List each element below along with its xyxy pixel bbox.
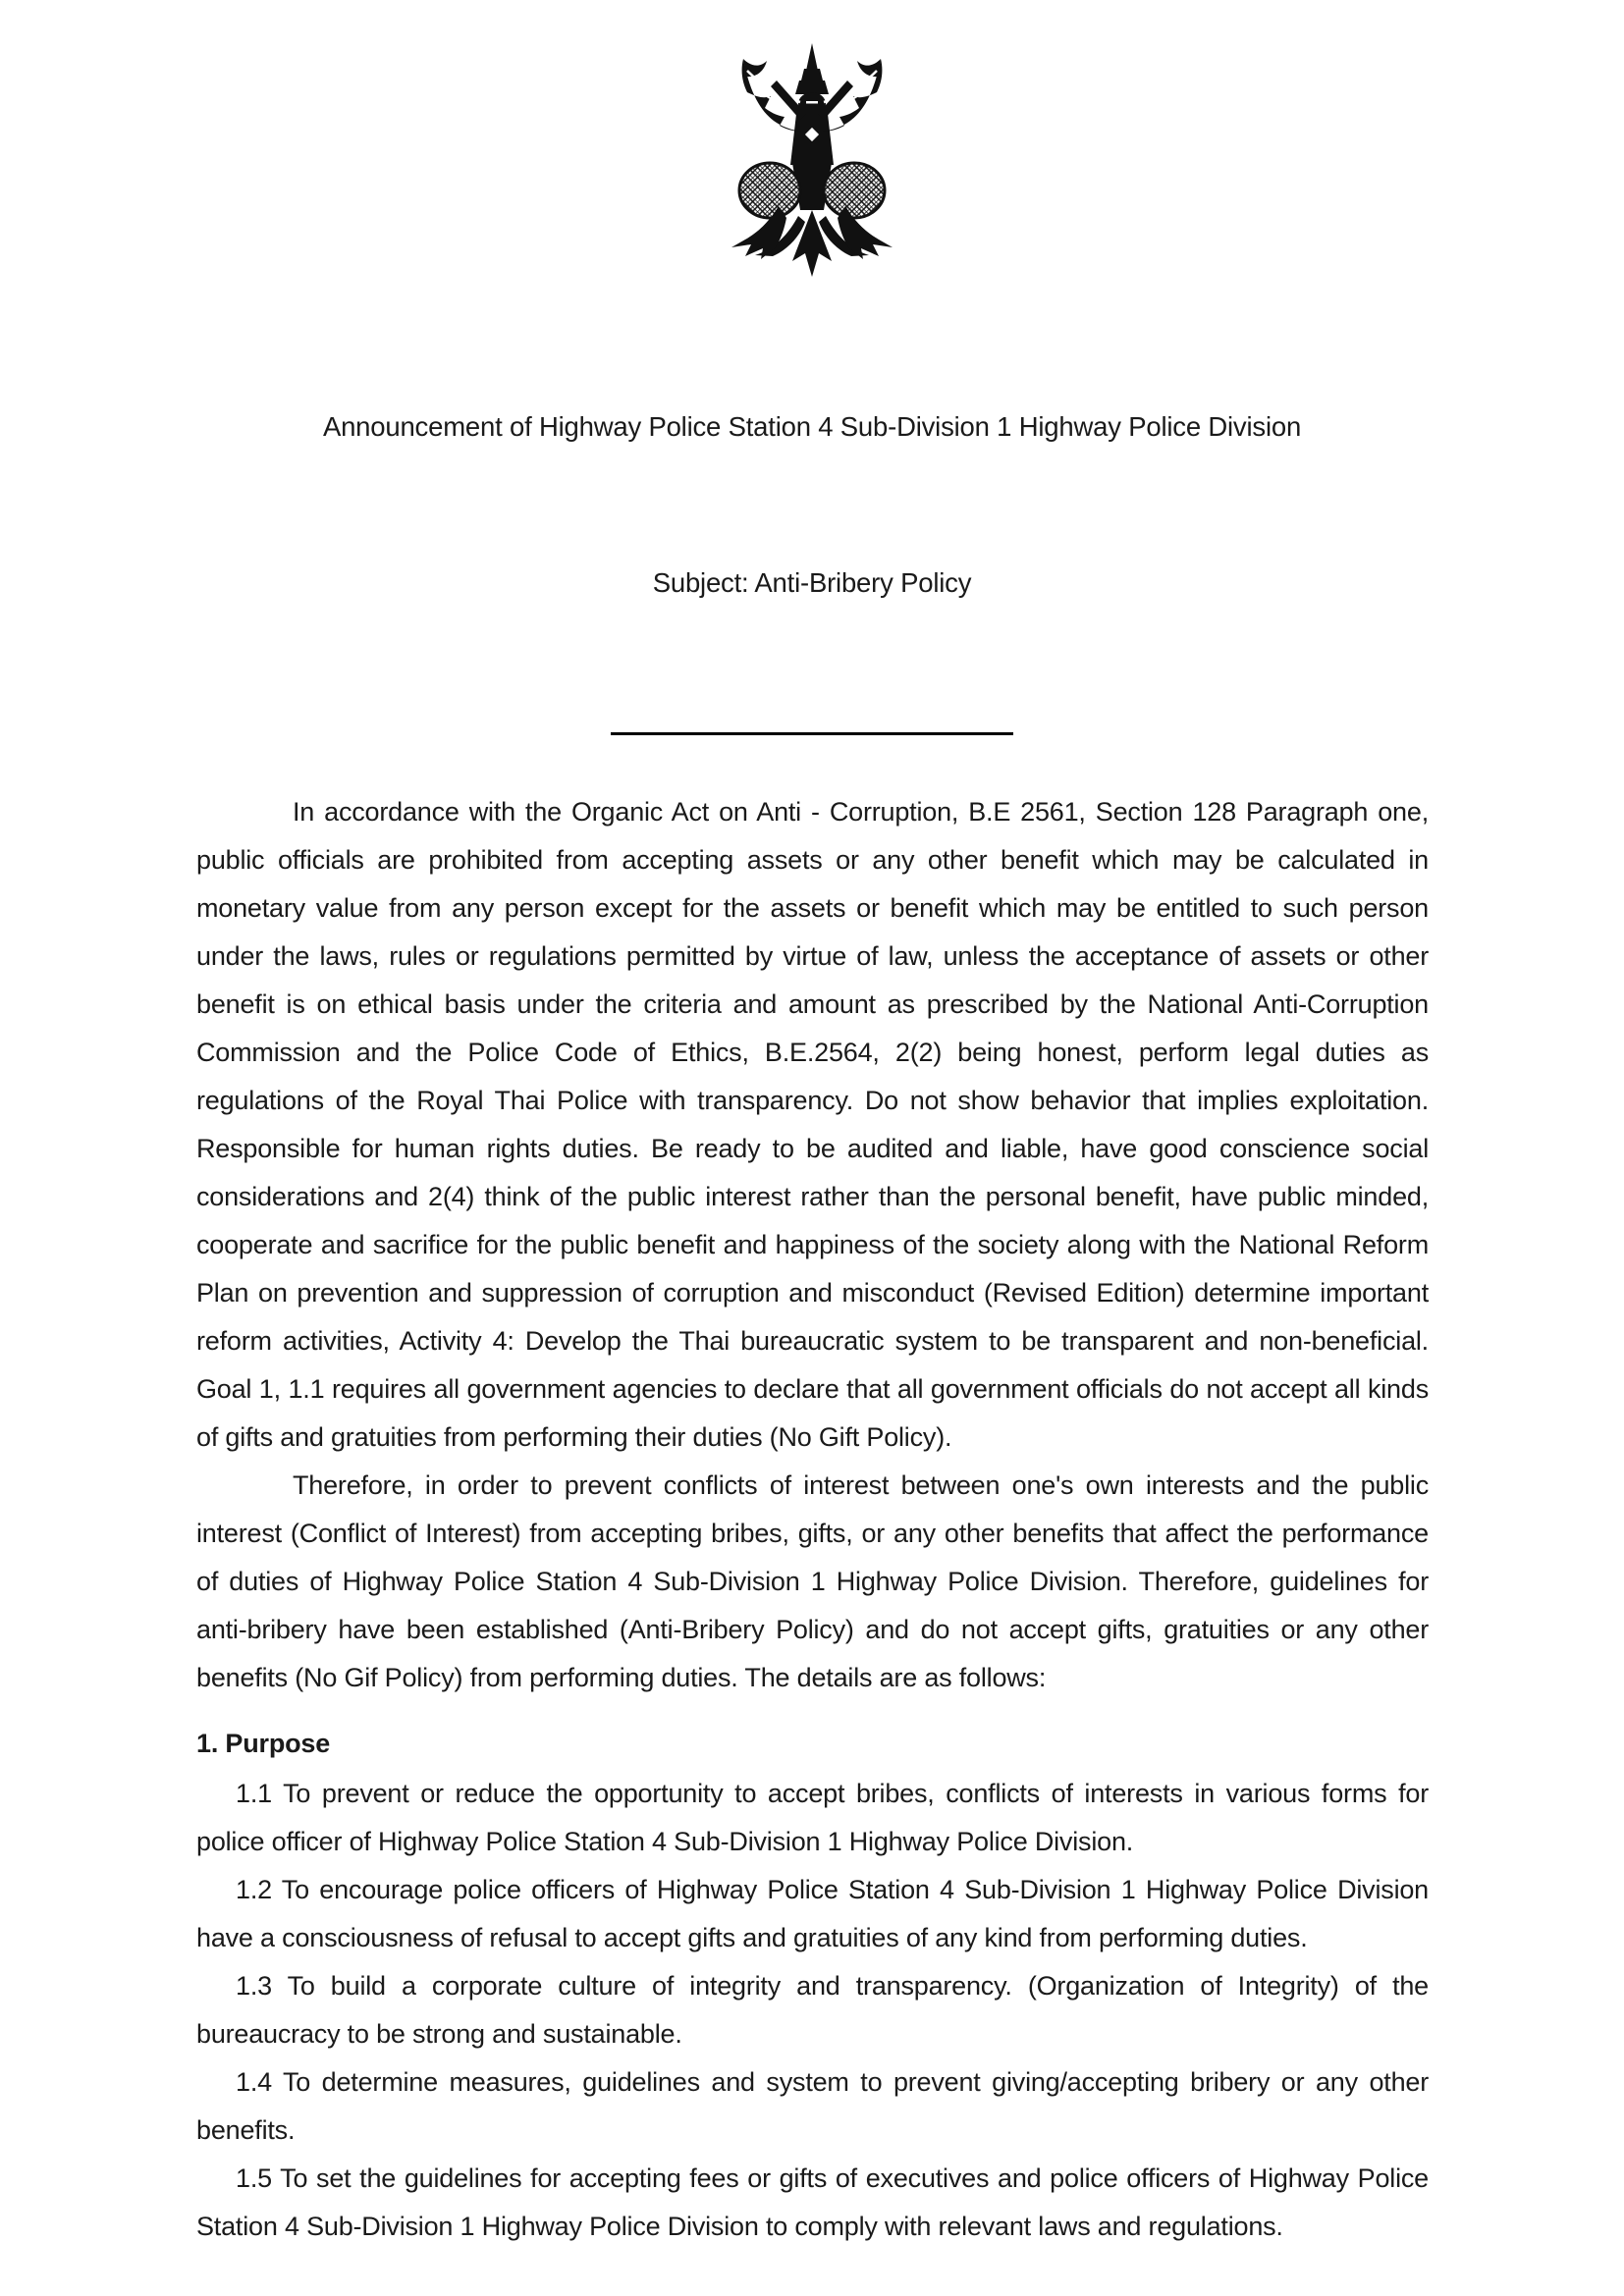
document-title: Announcement of Highway Police Station 4 Sub-Division 1 Highway Police Division xyxy=(322,411,1302,442)
purpose-item-1-4: 1.4 To determine measures, guidelines and system to prevent giving/accepting bribery or any other benefits. xyxy=(196,2067,1429,2145)
body-paragraph-2: Therefore, in order to prevent conflicts of interest between one's own interests and the public interest (Conflict of Interest) from accepting bribes, gifts, or any other benefits that affect the performance of duties of Highway Police Station 4 Sub-Division 1 Highway Police Division. Therefore, guidelines for anti-bribery have been established (Anti-Bribery Policy) and do not accept gifts, gratuities or any other benefits (No Gif Policy) from performing duties. The details are as follows: xyxy=(196,1470,1429,1692)
purpose-item-1-3: 1.3 To build a corporate culture of integrity and transparency. (Organization of Integrity) of the bureaucracy to be strong and sustainable. xyxy=(196,1971,1429,2049)
body-paragraph-1: In accordance with the Organic Act on Anti - Corruption, B.E 2561, Section 128 Paragraph one, public officials are prohibited from accepting assets or any other benefit which may be calculated in monetary value from any person except for the assets or benefit which may be entitled to such person under the laws, rules or regulations permitted by virtue of law, unless the acceptance of assets or other benefit is on ethical basis under the criteria and amount as prescribed by the National Anti-Corruption Commission and the Police Code of Ethics, B.E.2564, 2(2) being honest, perform legal duties as regulations of the Royal Thai Police with transparency. Do not show behavior that implies exploitation. Responsible for human rights duties. Be ready to be audited and liable, have good conscience social considerations and 2(4) think of the public interest rather than the personal benefit, have public minded, cooperate and sacrifice for the public benefit and happiness of the society along with the National Reform Plan on prevention and suppression of corruption and misconduct (Revised Edition) determine important reform activities, Activity 4: Develop the Thai bureaucratic system to be transparent and non-beneficial. Goal 1, 1.1 requires all government agencies to declare that all government officials do not accept all kinds of gifts and gratuities from performing their duties (No Gift Policy). xyxy=(196,797,1429,1452)
purpose-item-1-1: 1.1 To prevent or reduce the opportunity to accept bribes, conflicts of interests in various forms for police officer of Highway Police Station 4 Sub-Division 1 Highway Police Division. xyxy=(196,1779,1429,1856)
document-subject: Subject: Anti-Bribery Policy xyxy=(652,567,972,598)
document-body xyxy=(196,788,1429,2251)
garuda-emblem-icon xyxy=(714,41,910,279)
purpose-item-1-2: 1.2 To encourage police officers of Highway Police Station 4 Sub-Division 1 Highway Police Division have a consciousness of refusal to accept gifts and gratuities of any kind from performing duties. xyxy=(196,1875,1429,1952)
section-heading-purpose: 1. Purpose xyxy=(196,1729,331,1758)
title-divider-rule xyxy=(611,732,1013,735)
purpose-item-1-5: 1.5 To set the guidelines for accepting fees or gifts of executives and police officers of Highway Police Station 4 Sub-Division 1 Highway Police Division to comply with relevant laws and regulations. xyxy=(196,2163,1429,2241)
document-header xyxy=(0,296,1624,713)
